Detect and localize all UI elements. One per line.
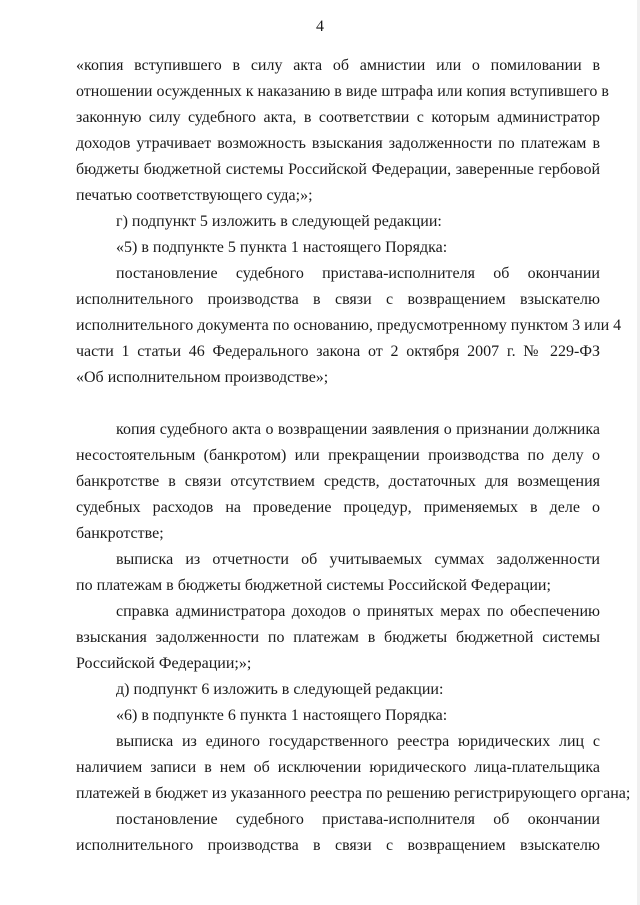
text-line: бюджеты бюджетной системы Российской Федерации, заверенные гербовой: [76, 161, 600, 178]
text-line: банкротстве;: [76, 525, 164, 542]
text-line: отношении осужденных к наказанию в виде штрафа или копия вступившего в: [76, 83, 609, 100]
text-line: исполнительного документа по основанию, предусмотренному пунктом 3 или 4: [76, 317, 622, 334]
text-line: Российской Федерации;»;: [76, 655, 252, 672]
text-line: «6) в подпункте 6 пункта 1 настоящего Порядка:: [116, 707, 448, 724]
text-line: д) подпункт 6 изложить в следующей редакции:: [116, 681, 444, 698]
text-line: несостоятельным (банкротом) или прекращении производства по делу о: [76, 447, 600, 464]
page-number: 4: [316, 18, 324, 35]
text-line: копия судебного акта о возвращении заявления о признании должника: [116, 421, 600, 438]
text-line: взыскания задолженности по платежам в бюджеты бюджетной системы: [76, 629, 600, 646]
text-line: постановление судебного пристава-исполнителя об окончании: [116, 265, 600, 282]
text-line: по платежам в бюджеты бюджетной системы Российской Федерации;: [76, 577, 551, 594]
text-line: г) подпункт 5 изложить в следующей редакции:: [116, 213, 442, 230]
text-line: исполнительного производства в связи с возвращением взыскателю: [76, 291, 600, 308]
text-line: «копия вступившего в силу акта об амнистии или о помиловании в: [76, 57, 600, 74]
text-line: печатью соответствующего суда;»;: [76, 187, 313, 204]
text-line: «Об исполнительном производстве»;: [76, 369, 329, 386]
text-line: части 1 статьи 46 Федерального закона от 2 октября 2007 г. № 229-ФЗ: [76, 343, 600, 360]
text-line: справка администратора доходов о принятых мерах по обеспечению: [116, 603, 600, 620]
text-line: платежей в бюджет из указанного реестра по решению регистрирующего органа;: [76, 785, 631, 802]
text-line: выписка из единого государственного реестра юридических лиц с: [116, 733, 600, 750]
text-line: доходов утрачивает возможность взыскания задолженности по платежам в: [76, 135, 600, 152]
text-line: судебных расходов на проведение процедур, применяемых в деле о: [76, 499, 600, 516]
text-line: законную силу судебного акта, в соответствии с которым администратор: [76, 109, 600, 126]
text-line: банкротстве в связи отсутствием средств, достаточных для возмещения: [76, 473, 600, 490]
text-line: наличием записи в нем об исключении юридического лица-плательщика: [76, 759, 600, 776]
text-line: исполнительного производства в связи с возвращением взыскателю: [76, 837, 600, 854]
text-line: постановление судебного пристава-исполнителя об окончании: [116, 811, 600, 828]
text-line: выписка из отчетности об учитываемых суммах задолженности: [116, 551, 600, 568]
text-line: «5) в подпункте 5 пункта 1 настоящего Порядка:: [116, 239, 448, 256]
